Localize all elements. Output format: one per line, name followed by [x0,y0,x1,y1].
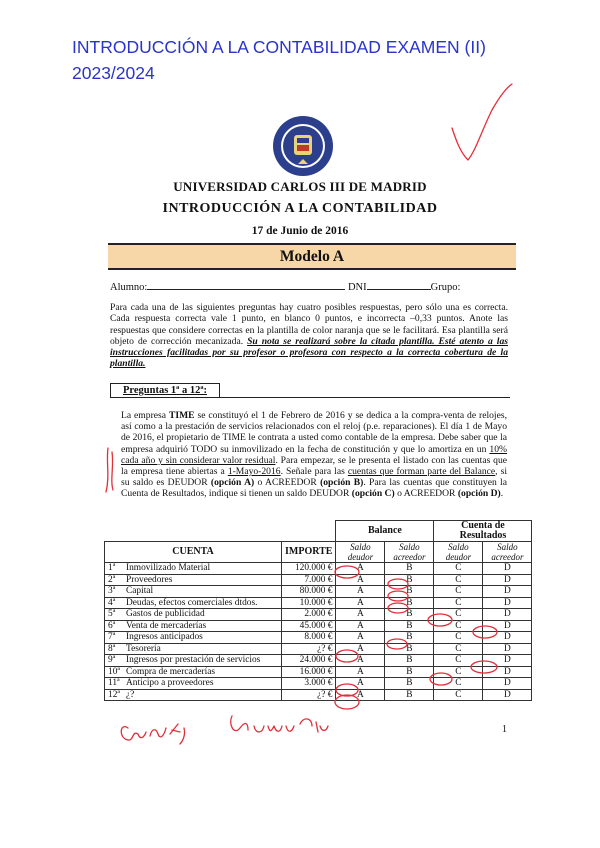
answer-circle-6 [473,626,497,638]
university-name: UNIVERSIDAD CARLOS III DE MADRID [173,179,427,194]
amount: 120.000 € [282,563,336,575]
margin-mark [106,448,113,492]
title-line-2: 2023/2024 [72,63,155,83]
question-header: Preguntas 1ª a 12ª: [110,383,220,398]
option-d[interactable]: D [483,574,532,586]
option-d[interactable]: D [483,689,532,701]
option-b[interactable]: B [385,609,434,621]
results-header: Cuenta de Resultados [434,521,532,542]
row-number: 12ª [105,689,124,701]
option-b[interactable]: B [385,689,434,701]
balance-header: Balance [336,521,434,542]
option-b[interactable]: B [385,620,434,632]
option-d[interactable]: D [483,655,532,667]
group-label: Grupo: [430,282,461,293]
row-number: 5ª [105,609,124,621]
option-d[interactable]: D [483,620,532,632]
answer-circle-1 [335,566,359,578]
row-number: 1ª [105,563,124,575]
option-b[interactable]: B [385,574,434,586]
option-d[interactable]: D [483,666,532,678]
answer-circle-5 [428,614,452,626]
answer-circle-3 [388,591,408,601]
row-number: 11ª [105,678,124,690]
account-name: Inmovilizado Material [123,563,282,575]
option-b[interactable]: B [385,655,434,667]
option-a[interactable]: A [336,609,385,621]
subheader-credit-results: Saldo acreedor [483,542,532,563]
account-name: ¿? [123,689,282,701]
amount: 16.000 € [282,666,336,678]
page-number: 1 [502,724,507,735]
account-name: Ingresos por prestación de servicios [123,655,282,667]
option-d[interactable]: D [483,586,532,598]
amount: 7.000 € [282,574,336,586]
subheader-credit-balance: Saldo acreedor [385,542,434,563]
option-a[interactable]: A [336,563,385,575]
option-c[interactable]: C [434,563,483,575]
option-b[interactable]: B [385,563,434,575]
handwritten-scribble-2 [231,716,328,732]
amount: ¿? € [282,689,336,701]
option-b[interactable]: B [385,586,434,598]
option-c[interactable]: C [434,620,483,632]
instructions-important: Su nota se realizará sobre la citada plantilla. Esté atento a las instrucciones facilitadas por su profesor o profesora con respecto a la correcta cobertura de la plantilla. [110,335,508,370]
option-c[interactable]: C [434,597,483,609]
answer-circle-11 [336,684,358,696]
option-a[interactable]: A [336,620,385,632]
option-c[interactable]: C [434,632,483,644]
option-c[interactable]: C [434,609,483,621]
row-number: 6ª [105,620,124,632]
option-c[interactable]: C [434,643,483,655]
option-c[interactable]: C [434,666,483,678]
option-a[interactable]: A [336,666,385,678]
account-name: Ingresos anticipados [123,632,282,644]
option-c[interactable]: C [434,574,483,586]
checkmark-icon [452,84,512,160]
option-d[interactable]: D [483,563,532,575]
row-number: 3ª [105,586,124,598]
subheader-debit-balance: Saldo deudor [336,542,385,563]
account-name: Compra de mercaderías [123,666,282,678]
model-banner: Modelo A [108,243,516,270]
exam-date: 17 de Junio de 2016 [251,225,349,237]
option-a[interactable]: A [336,574,385,586]
amount: 3.000 € [282,678,336,690]
option-c[interactable]: C [434,655,483,667]
option-b[interactable]: B [385,597,434,609]
answer-circle-4 [388,603,408,613]
amount: 24.000 € [282,655,336,667]
amount: 10.000 € [282,597,336,609]
row-number: 9ª [105,655,124,667]
account-name: Deudas, efectos comerciales dtdos. [123,597,282,609]
answer-circle-7 [387,639,407,649]
option-d[interactable]: D [483,609,532,621]
option-a[interactable]: A [336,643,385,655]
row-number: 10ª [105,666,124,678]
option-b[interactable]: B [385,666,434,678]
amount-column-header: IMPORTE [282,542,336,563]
option-d[interactable]: D [483,597,532,609]
option-c[interactable]: C [434,586,483,598]
amount: 8.000 € [282,632,336,644]
option-c[interactable]: C [434,689,483,701]
option-b[interactable]: B [385,643,434,655]
option-a[interactable]: A [336,678,385,690]
account-name: Tesorería [123,643,282,655]
option-a[interactable]: A [336,655,385,667]
row-number: 8ª [105,643,124,655]
handwritten-scribble [121,724,184,744]
answer-circle-2 [388,579,408,589]
amount: 2.000 € [282,609,336,621]
account-name: Gastos de publicidad [123,609,282,621]
account-column-header: CUENTA [105,542,282,563]
title-line-1: INTRODUCCIÓN A LA CONTABILIDAD EXAMEN (II) [72,37,486,57]
answer-circle-12 [335,695,359,709]
row-number: 4ª [105,597,124,609]
account-name: Venta de mercaderías [123,620,282,632]
option-a[interactable]: A [336,632,385,644]
student-label: Alumno: [110,282,148,293]
account-name: Anticipo a proveedores [123,678,282,690]
dni-label: DNI [347,282,367,293]
option-b[interactable]: B [385,678,434,690]
question-statement: La empresa TIME se constituyó el 1 de Febrero de 2016 y se dedica a la compra-venta de relojes, así como a la prestación de servicios relacionados con el reloj (p.e. reparaciones). El día 1 de Mayo de 2016, el propietario de TIME le contrata a usted como contable de la empresa. Debe saber que la empresa adquirió TODO su inmovilizado en la fecha de constitución y que lo amortiza en un 10% cada año y sin considerar valor residual. Para empezar, se le presenta el listado con las cuentas que la empresa tiene abiertas a 1-Mayo-2016. Señale para las cuentas que forman parte del Balance, si su saldo es DEUDOR (opción A) o ACREEDOR (opción B). Para las cuentas que constituyen la Cuenta de Resultados, indique si tienen un saldo DEUDOR (opción C) o ACREEDOR (opción D). [121,410,508,500]
row-number: 7ª [105,632,124,644]
course-name: INTRODUCCIÓN A LA CONTABILIDAD [162,201,438,216]
option-c[interactable]: C [434,678,483,690]
amount: 45.000 € [282,620,336,632]
answer-circle-10 [430,673,452,685]
account-name: Proveedores [123,574,282,586]
option-d[interactable]: D [483,632,532,644]
option-a[interactable]: A [336,586,385,598]
answer-circle-8 [336,650,358,662]
row-number: 2ª [105,574,124,586]
option-d[interactable]: D [483,643,532,655]
option-d[interactable]: D [483,678,532,690]
amount: 80.000 € [282,586,336,598]
answer-circle-9 [471,661,497,673]
account-name: Capital [123,586,282,598]
option-b[interactable]: B [385,632,434,644]
option-a[interactable]: A [336,689,385,701]
amount: ¿? € [282,643,336,655]
subheader-debit-results: Saldo deudor [434,542,483,563]
instructions-text: Para cada una de las siguientes preguntas hay cuatro posibles respuestas, pero sólo una es correcta. Cada respuesta correcta vale 1 punto, en blanco 0 puntos, e incorrecta –0,33 puntos. Anote las respuestas que considere correctas en la plantilla de color naranja que se le facilitará. Esa plantilla será objeto de corrección mecanizada. [110,302,508,347]
option-a[interactable]: A [336,597,385,609]
